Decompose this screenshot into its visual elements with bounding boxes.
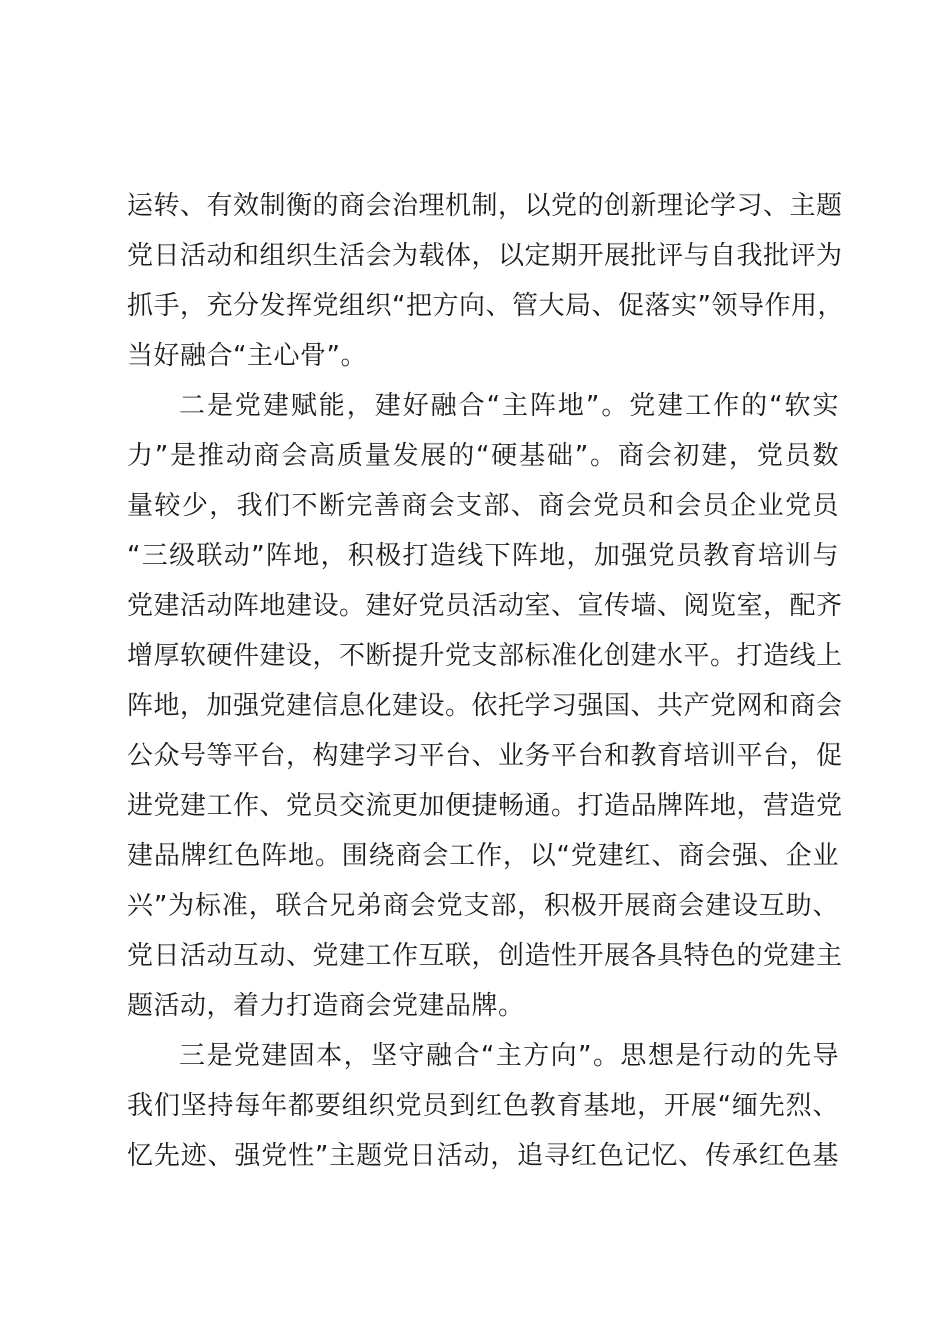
text-line: 党日活动互动、党建工作互联，创造性开展各具特色的党建主 [127, 941, 843, 971]
text-line: 忆先迹、强党性”主题党日活动，追寻红色记忆、传承红色基 [127, 1141, 839, 1171]
text-line: 抓手，充分发挥党组织“把方向、管大局、促落实”领导作用， [127, 291, 844, 321]
text-line: 党日活动和组织生活会为载体，以定期开展批评与自我批评为 [127, 241, 843, 271]
text-line: 建品牌红色阵地。围绕商会工作，以“党建红、商会强、企业 [127, 841, 839, 871]
body-text [127, 181, 844, 1181]
text-line: 量较少，我们不断完善商会支部、商会党员和会员企业党员 [127, 491, 839, 521]
text-line: 力”是推动商会高质量发展的“硬基础”。商会初建，党员数 [127, 441, 839, 471]
text-line: 二是党建赋能，建好融合“主阵地”。党建工作的“软实 [179, 391, 839, 421]
text-line: 三是党建固本，坚守融合“主方向”。思想是行动的先导 [179, 1041, 839, 1071]
text-line: 题活动，着力打造商会党建品牌。 [127, 991, 525, 1021]
text-line: 运转、有效制衡的商会治理机制，以党的创新理论学习、主题 [127, 191, 843, 221]
text-line: 党建活动阵地建设。建好党员活动室、宣传墙、阅览室，配齐 [127, 591, 843, 621]
text-line: “三级联动”阵地，积极打造线下阵地，加强党员教育培训与 [127, 541, 839, 571]
text-line: 兴”为标准，联合兄弟商会党支部，积极开展商会建设互助、 [127, 891, 839, 921]
text-line: 公众号等平台，构建学习平台、业务平台和教育培训平台，促 [127, 741, 843, 771]
text-line: 当好融合“主心骨”。 [127, 341, 367, 371]
text-line: 进党建工作、党员交流更加便捷畅通。打造品牌阵地，营造党 [127, 791, 843, 821]
text-line: 增厚软硬件建设，不断提升党支部标准化创建水平。打造线上 [127, 641, 843, 671]
text-line: 我们坚持每年都要组织党员到红色教育基地，开展“缅先烈、 [127, 1091, 839, 1121]
text-line: 阵地，加强党建信息化建设。依托学习强国、共产党网和商会 [127, 691, 843, 721]
